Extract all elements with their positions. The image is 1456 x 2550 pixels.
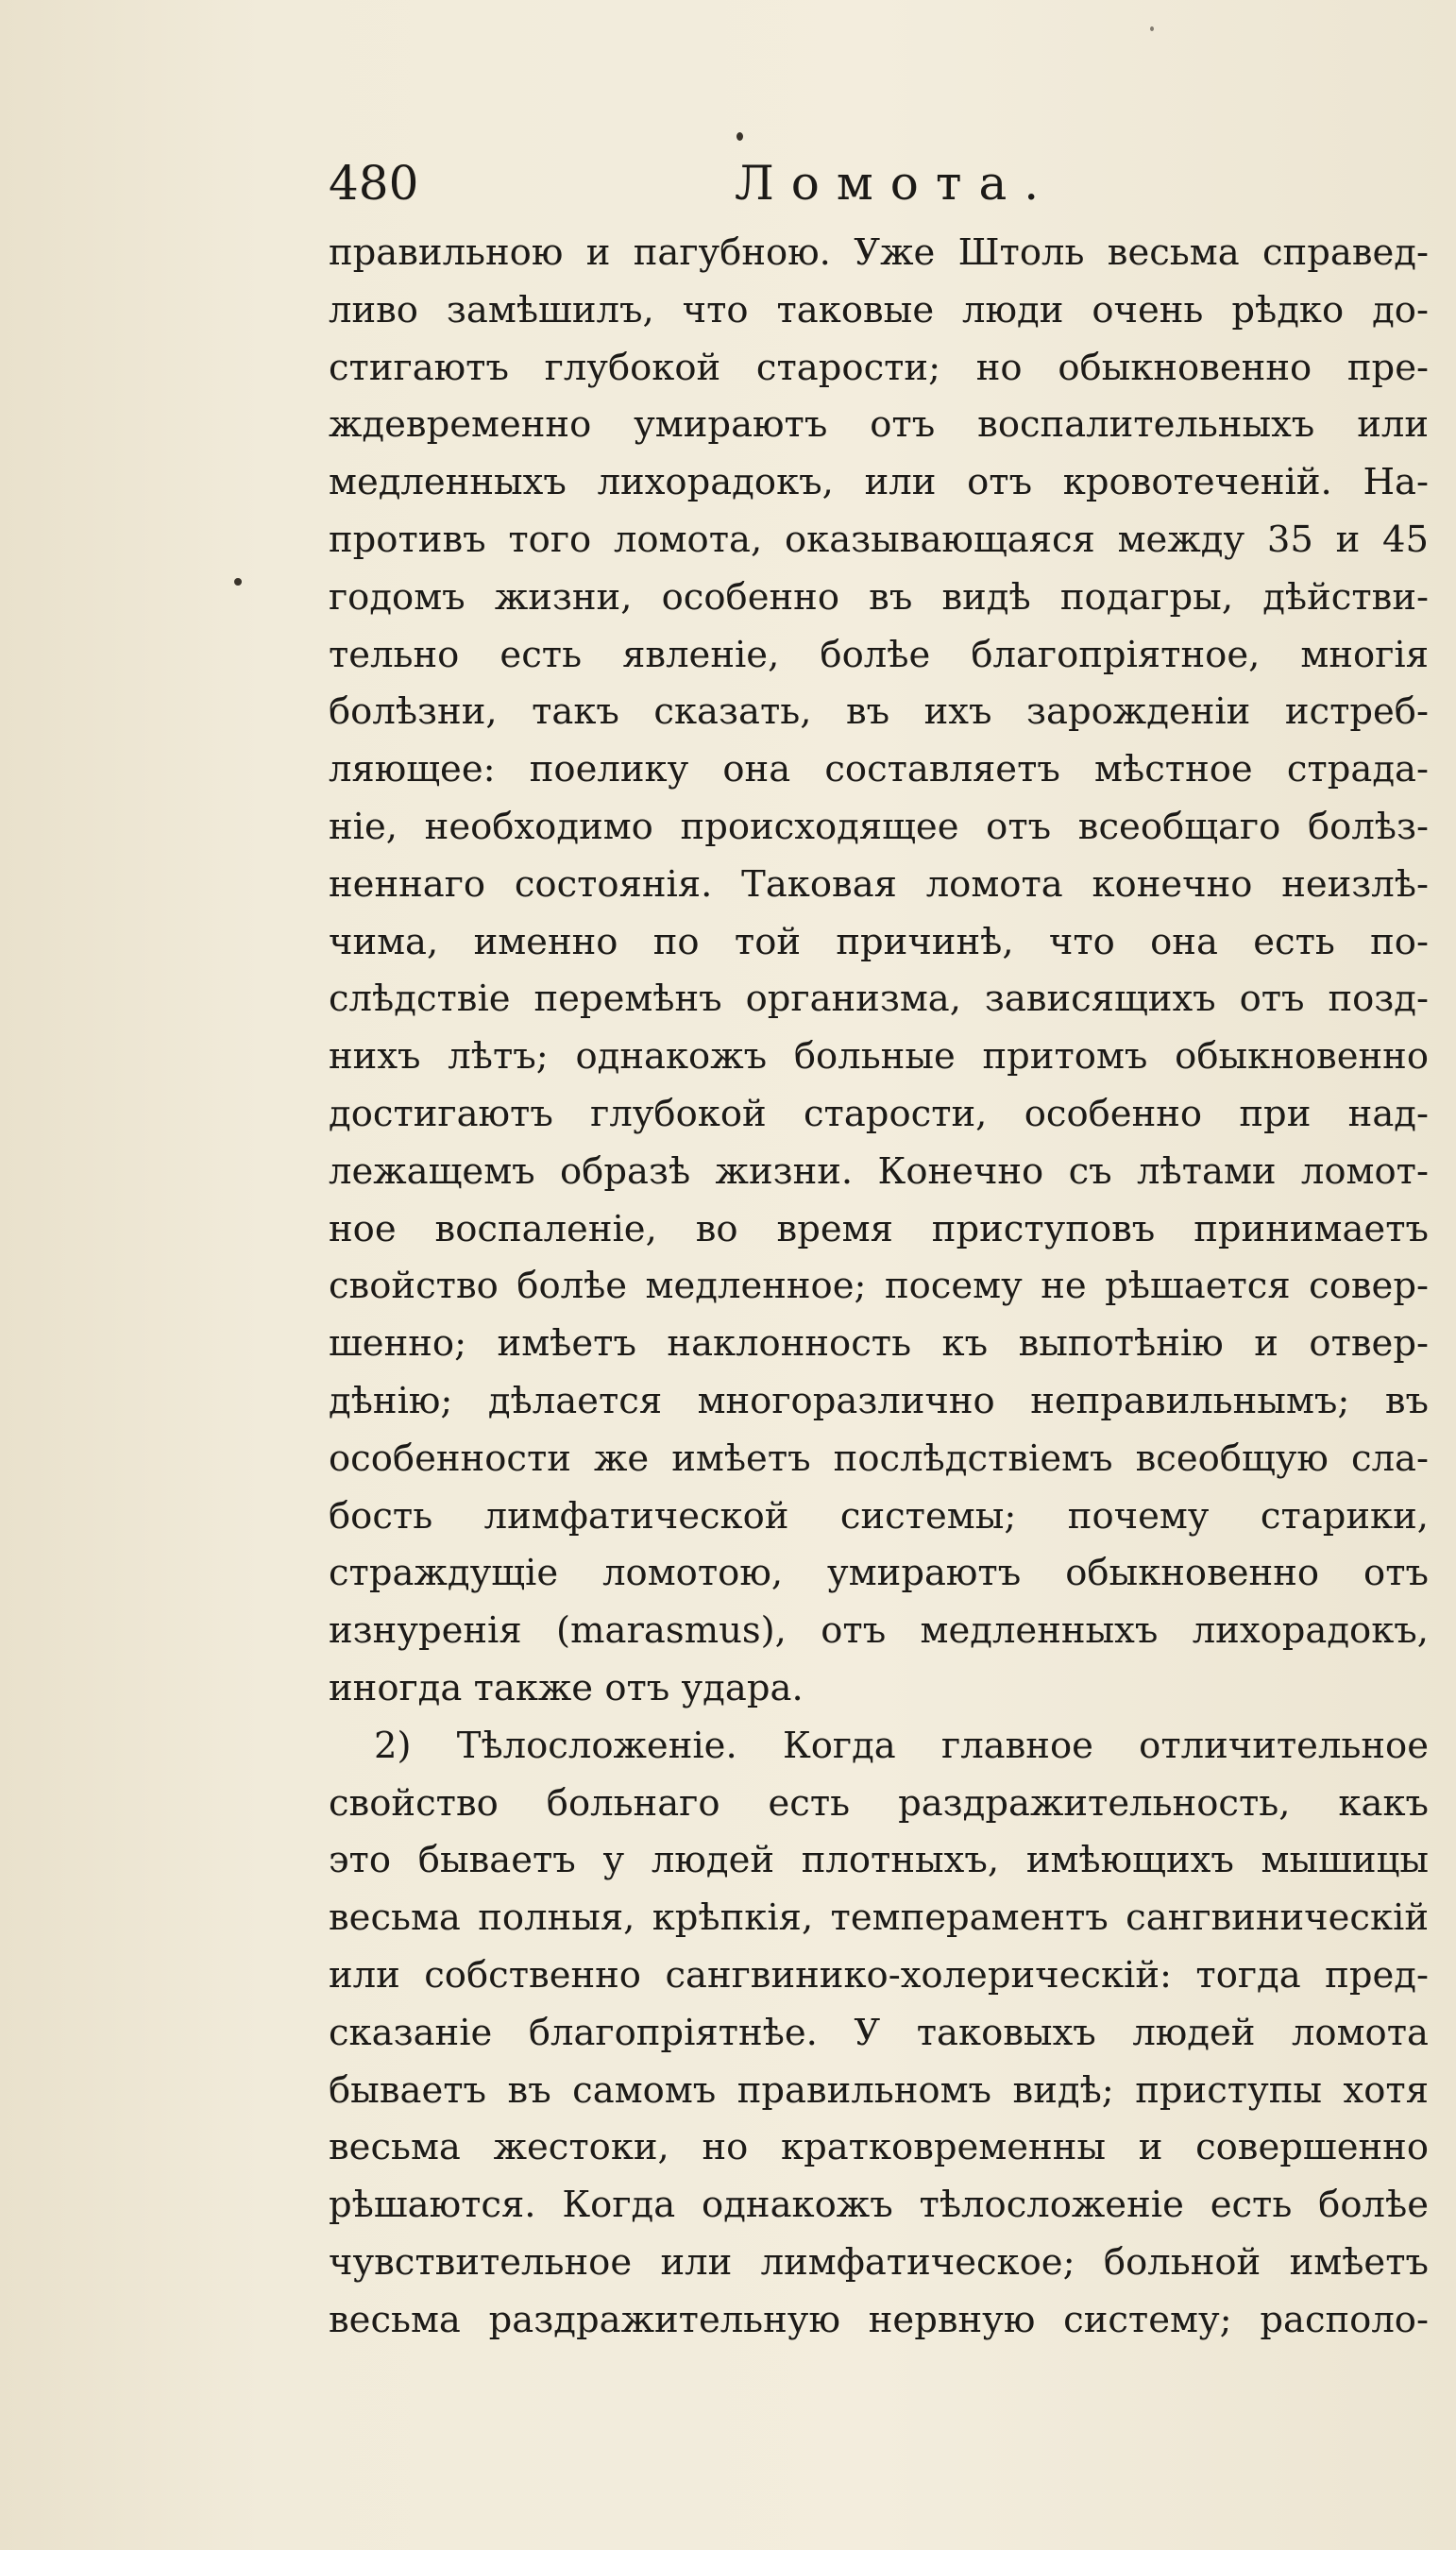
text-line: весьма раздражительную нервную систему; располо- bbox=[329, 2298, 1429, 2341]
text-line-paragraph-start: 2) Тѣлосложеніе. Когда главное отличительное bbox=[374, 1724, 1429, 1767]
text-line: страждущіе ломотою, умираютъ обыкновенно отъ bbox=[329, 1552, 1429, 1595]
text-line: ливо замѣшилъ, что таковые люди очень рѣдко до- bbox=[329, 288, 1429, 332]
text-line: изнуренія (marasmus), отъ медленныхъ лихорадокъ, bbox=[329, 1609, 1429, 1653]
text-line: свойство болѣе медленное; посему не рѣшается совер- bbox=[329, 1265, 1429, 1308]
text-line: годомъ жизни, особенно въ видѣ подагры, дѣйстви- bbox=[329, 575, 1429, 619]
text-line: это бываетъ у людей плотныхъ, имѣющихъ мышицы bbox=[329, 1839, 1429, 1882]
running-title: Ломота. bbox=[735, 156, 1057, 211]
body-text bbox=[329, 225, 1429, 2349]
text-line: или собственно сангвинико-холерическій: тогда пред- bbox=[329, 1953, 1429, 1997]
text-line: нихъ лѣтъ; однакожъ больные притомъ обыкновенно bbox=[329, 1035, 1429, 1079]
text-line: слѣдствіе перемѣнъ организма, зависящихъ отъ позд- bbox=[329, 978, 1429, 1021]
text-line: свойство больнаго есть раздражительность, какъ bbox=[329, 1781, 1429, 1825]
text-line: весьма полныя, крѣпкія, темпераментъ сангвиническій bbox=[329, 1896, 1429, 1940]
page-header bbox=[329, 149, 1443, 217]
text-line: ляющее: поелику она составляетъ мѣстное страда- bbox=[329, 748, 1429, 791]
text-line: бость лимфатической системы; почему старики, bbox=[329, 1494, 1429, 1538]
page-number: 480 bbox=[329, 156, 419, 211]
text-line: рѣшаются. Когда однакожъ тѣлосложеніе есть болѣе bbox=[329, 2184, 1429, 2227]
ink-speck bbox=[736, 132, 743, 141]
text-line: болѣзни, такъ сказать, въ ихъ зарожденіи истреб- bbox=[329, 690, 1429, 734]
text-line: ное воспаленіе, во время приступовъ принимаетъ bbox=[329, 1207, 1429, 1250]
text-line: достигаютъ глубокой старости, особенно при над- bbox=[329, 1092, 1429, 1135]
text-line: стигаютъ глубокой старости; но обыкновенно пре- bbox=[329, 346, 1429, 389]
text-line: весьма жестоки, но кратковременны и совершенно bbox=[329, 2126, 1429, 2169]
text-line: чима, именно по той причинѣ, что она есть по- bbox=[329, 920, 1429, 963]
text-line: шенно; имѣетъ наклонность къ выпотѣнію и отвер- bbox=[329, 1322, 1429, 1366]
text-line: ждевременно умираютъ отъ воспалительныхъ или bbox=[329, 403, 1429, 447]
text-line: неннаго состоянія. Таковая ломота конечно неизлѣ- bbox=[329, 862, 1429, 906]
text-line: сказаніе благопріятнѣе. У таковыхъ людей ломота bbox=[329, 2011, 1429, 2054]
text-line: противъ того ломота, оказывающаяся между 35 и 45 bbox=[329, 518, 1429, 561]
text-line: тельно есть явленіе, болѣе благопріятное, многія bbox=[329, 633, 1429, 676]
text-line: правильною и пагубною. Уже Штоль весьма справед- bbox=[329, 231, 1429, 274]
text-line: медленныхъ лихорадокъ, или отъ кровотеченій. На- bbox=[329, 461, 1429, 504]
text-line: ніе, необходимо происходящее отъ всеобщаго болѣз- bbox=[329, 805, 1429, 848]
text-line: чувствительное или лимфатическое; больной имѣетъ bbox=[329, 2240, 1429, 2284]
text-line: лежащемъ образѣ жизни. Конечно съ лѣтами ломот- bbox=[329, 1149, 1429, 1193]
ink-speck bbox=[1150, 26, 1154, 31]
text-line-paragraph-end: иногда также отъ удара. bbox=[329, 1666, 804, 1709]
ink-speck bbox=[234, 578, 242, 586]
text-line: дѣнію; дѣлается многоразлично неправильнымъ; въ bbox=[329, 1379, 1429, 1422]
text-line: особенности же имѣетъ послѣдствіемъ всеобщую сла- bbox=[329, 1436, 1429, 1480]
text-line: бываетъ въ самомъ правильномъ видѣ; приступы хотя bbox=[329, 2068, 1429, 2112]
